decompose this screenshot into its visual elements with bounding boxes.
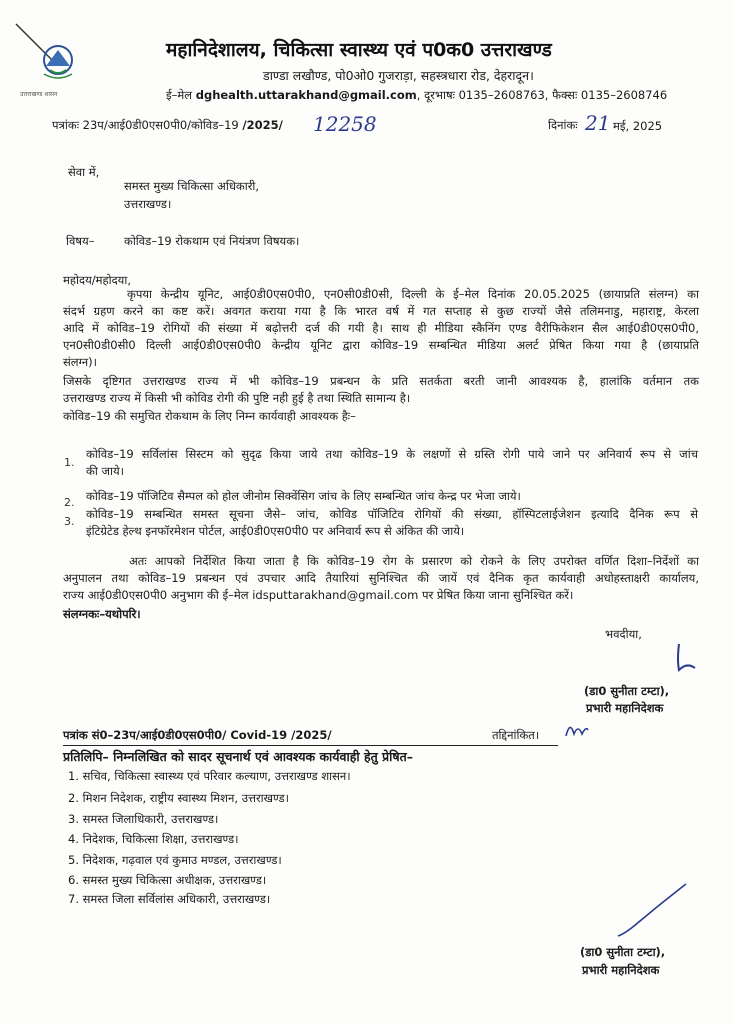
- para4-line: अनुपालन तथा कोविड–19 प्रबन्धन एवं उपचार आदि तैयारियां सुनिश्चित की जायें एवं दैनिक कृत कार्यवाही अधोहस्ताक्षरी कार्यालय,: [63, 571, 699, 585]
- paragraph-3: कोविड–19 की समुचित रोकथाम के लिए निम्न कार्यवाही आवश्यक हैः–: [63, 409, 356, 423]
- org-address: डाण्डा लखौण्ड, पो0ओ0 गुजराड़ा, सहस्त्रधारा रोड, देहरादून।: [263, 68, 534, 83]
- point-1: [86, 446, 698, 480]
- point-line: कोविड–19 सम्बन्धित समस्त सूचना जैसे– जांच, कोविड पॉजिटिव रोगियों की संख्या, हॉस्पिटलाईजेशन इत्यादि दैनिक रूप से: [86, 507, 698, 521]
- para1-line: कृपया केन्द्रीय यूनिट, आई0डी0एस0पी0, एन0सी0डी0सी, दिल्ली के ई–मेल दिनांक 20.05.2025 (छायाप्रति संलग्न) का: [127, 287, 699, 301]
- para1-line: एन0सी0डी0सी0 दिल्ली आई0डी0एस0पी0 केन्द्रीय यूनिट द्वारा कोविड–19 सम्बन्धित मीडिया अलर्ट प्रेषित किया गया है (छायाप्रति: [63, 338, 699, 352]
- copy-intro: प्रतिलिपि– निम्नलिखित को सादर सूचनार्थ एवं आवश्यक कार्यवाही हेतु प्रेषित–: [63, 749, 414, 764]
- point-number: 2.: [64, 496, 75, 509]
- point-line: कोविड–19 सर्विलांस सिस्टम को सुदृढ किया जाये तथा कोविड–19 के लक्षणों से ग्रस्ति रोगी पाये जाने पर अनिवार्य रूप से जांच: [86, 447, 698, 461]
- copy-reference: पत्रांक सं0–23प/आई0डी0एस0पी0/ Covid-19 /2025/: [63, 728, 332, 742]
- copy-recipient: 2. मिशन निदेशक, राष्ट्रीय स्वास्थ्य मिशन, उत्तराखण्ड।: [68, 791, 290, 805]
- date-rest: मई, 2025: [613, 119, 663, 133]
- paragraph-2: [63, 373, 699, 407]
- para2-line: जिसके दृष्टिगत उत्तराखण्ड राज्य में भी कोविड–19 प्रबन्धन के प्रति सतर्कता बरती जानी आवश्यक है, हालांकि वर्तमान तक: [63, 374, 699, 388]
- to-label: सेवा में,: [68, 165, 100, 179]
- ref-prefix: पत्रांकः 23प/आई0डी0एस0पी0/कोविड–19: [52, 118, 239, 132]
- paragraph-4: [63, 553, 699, 604]
- copy-recipient: 3. समस्त जिलाधिकारी, उत्तराखण्ड।: [68, 812, 219, 826]
- point-number: 1.: [64, 456, 75, 469]
- point-line: कोविड–19 पॉजिटिव सैम्पल को होल जीनोम सिक्वेंसिग जांच के लिए सम्बन्धित जांच केन्द्र पर भेजा जाये।: [86, 489, 521, 503]
- point-line: इंटिग्रेटेड हेल्थ इनफॉरमेशन पोर्टल, आई0डी0एस0पी0 पर अनिवार्य रूप से अंकित की जाये।: [86, 524, 465, 538]
- copy-signatory-name: (डा0 सुनीता टम्टा),: [580, 945, 666, 959]
- signatory-name: (डा0 सुनीता टम्टा),: [584, 684, 670, 698]
- para1-line: संदर्भ ग्रहण करने का कष्ट करें। अवगत कराया गया है कि भारत वर्ष में गत सप्ताह से कुछ राज्यों जैसे तलिमनाडु, महाराष्ट्र, केरला: [63, 304, 699, 318]
- letter-reference: [52, 118, 283, 133]
- point-number: 3.: [64, 515, 75, 528]
- closing: भवदीया,: [605, 627, 642, 641]
- header-email: dghealth.uttarakhand@gmail.com: [195, 88, 417, 102]
- enclosure: संलग्नकः–यथोपरि।: [63, 607, 141, 621]
- copy-recipient: 7. समस्त जिला सर्विलांस अधिकारी, उत्तराखण्ड।: [68, 892, 271, 906]
- copy-recipient: 5. निदेशक, गढ़वाल एवं कुमाउ मण्डल, उत्तराखण्ड।: [68, 853, 282, 867]
- para4-line: राज्य आई0डी0एस0पी0 अनुभाग की ई–मेल idsputtarakhand@gmail.com पर प्रेषित किया जाना सुनिश्चित करें।: [63, 588, 574, 602]
- logo-caption: उत्तराखण्ड शासन: [20, 91, 58, 98]
- to-line2: उत्तराखण्ड।: [124, 197, 172, 211]
- handwritten-ref-number: 12258: [313, 112, 377, 136]
- para4-line: अतः आपको निर्देशित किया जाता है कि कोविड–19 रोग के प्रसारण को रोकने के लिए उपरोक्त वर्णित दिशा–निर्देशों का: [129, 554, 699, 568]
- paragraph-1: [63, 286, 699, 371]
- point-3: [86, 506, 698, 540]
- subject-label: विषय–: [66, 234, 95, 248]
- handwritten-date: 21: [585, 111, 611, 135]
- initials-icon: [562, 716, 592, 744]
- email-label: ई–मेल: [166, 88, 193, 102]
- copy-recipient: 6. समस्त मुख्य चिकित्सा अधीक्षक, उत्तराखण्ड।: [68, 873, 267, 887]
- para2-line: उत्तराखण्ड राज्य में किसी भी कोविड रोगी की पुष्टि नही हुई है तथा स्थिति सामान्य है।: [63, 391, 411, 405]
- ref-year: /2025/: [242, 118, 283, 132]
- para1-line: संलग्न)।: [63, 355, 98, 369]
- signature-icon: [600, 880, 690, 940]
- copy-underline: [63, 745, 558, 746]
- copy-recipient: 4. निदेशक, चिकित्सा शिक्षा, उत्तराखण्ड।: [68, 832, 239, 846]
- copy-signatory-title: प्रभारी महानिदेशक: [582, 963, 660, 977]
- copy-recipient: 1. सचिव, चिकित्सा स्वास्थ्य एवं परिवार कल्याण, उत्तराखण्ड शासन।: [68, 769, 351, 783]
- signature-icon: [665, 640, 705, 676]
- copy-dated: तद्दिनांकित।: [492, 728, 540, 742]
- para1-line: आदि में कोविड–19 रोगियों की संख्या में बढ़ोत्तरी दर्ज की गयी है। साथ ही मीडिया स्कैनिंग एण्ड वैरीफिकेशन सैल आई0डी0एस0पी0,: [63, 321, 699, 335]
- salutation: महोदय/महोदया,: [63, 273, 131, 287]
- subject-text: कोविड–19 रोकथाम एवं नियंत्रण विषयक।: [124, 234, 300, 248]
- contact-line: [166, 88, 667, 103]
- signatory-title: प्रभारी महानिदेशक: [586, 701, 664, 715]
- org-name: महानिदेशालय, चिकित्सा स्वास्थ्य एवं प0क0 उत्तराखण्ड: [166, 39, 552, 61]
- to-line1: समस्त मुख्य चिकित्सा अधिकारी,: [124, 179, 260, 193]
- point-2: [86, 488, 698, 505]
- point-line: की जाये।: [86, 464, 125, 478]
- date-label: दिनांकः: [548, 118, 578, 132]
- phone-fax: , दूरभाषः 0135–2608763, फैक्सः 0135–2608746: [416, 88, 668, 102]
